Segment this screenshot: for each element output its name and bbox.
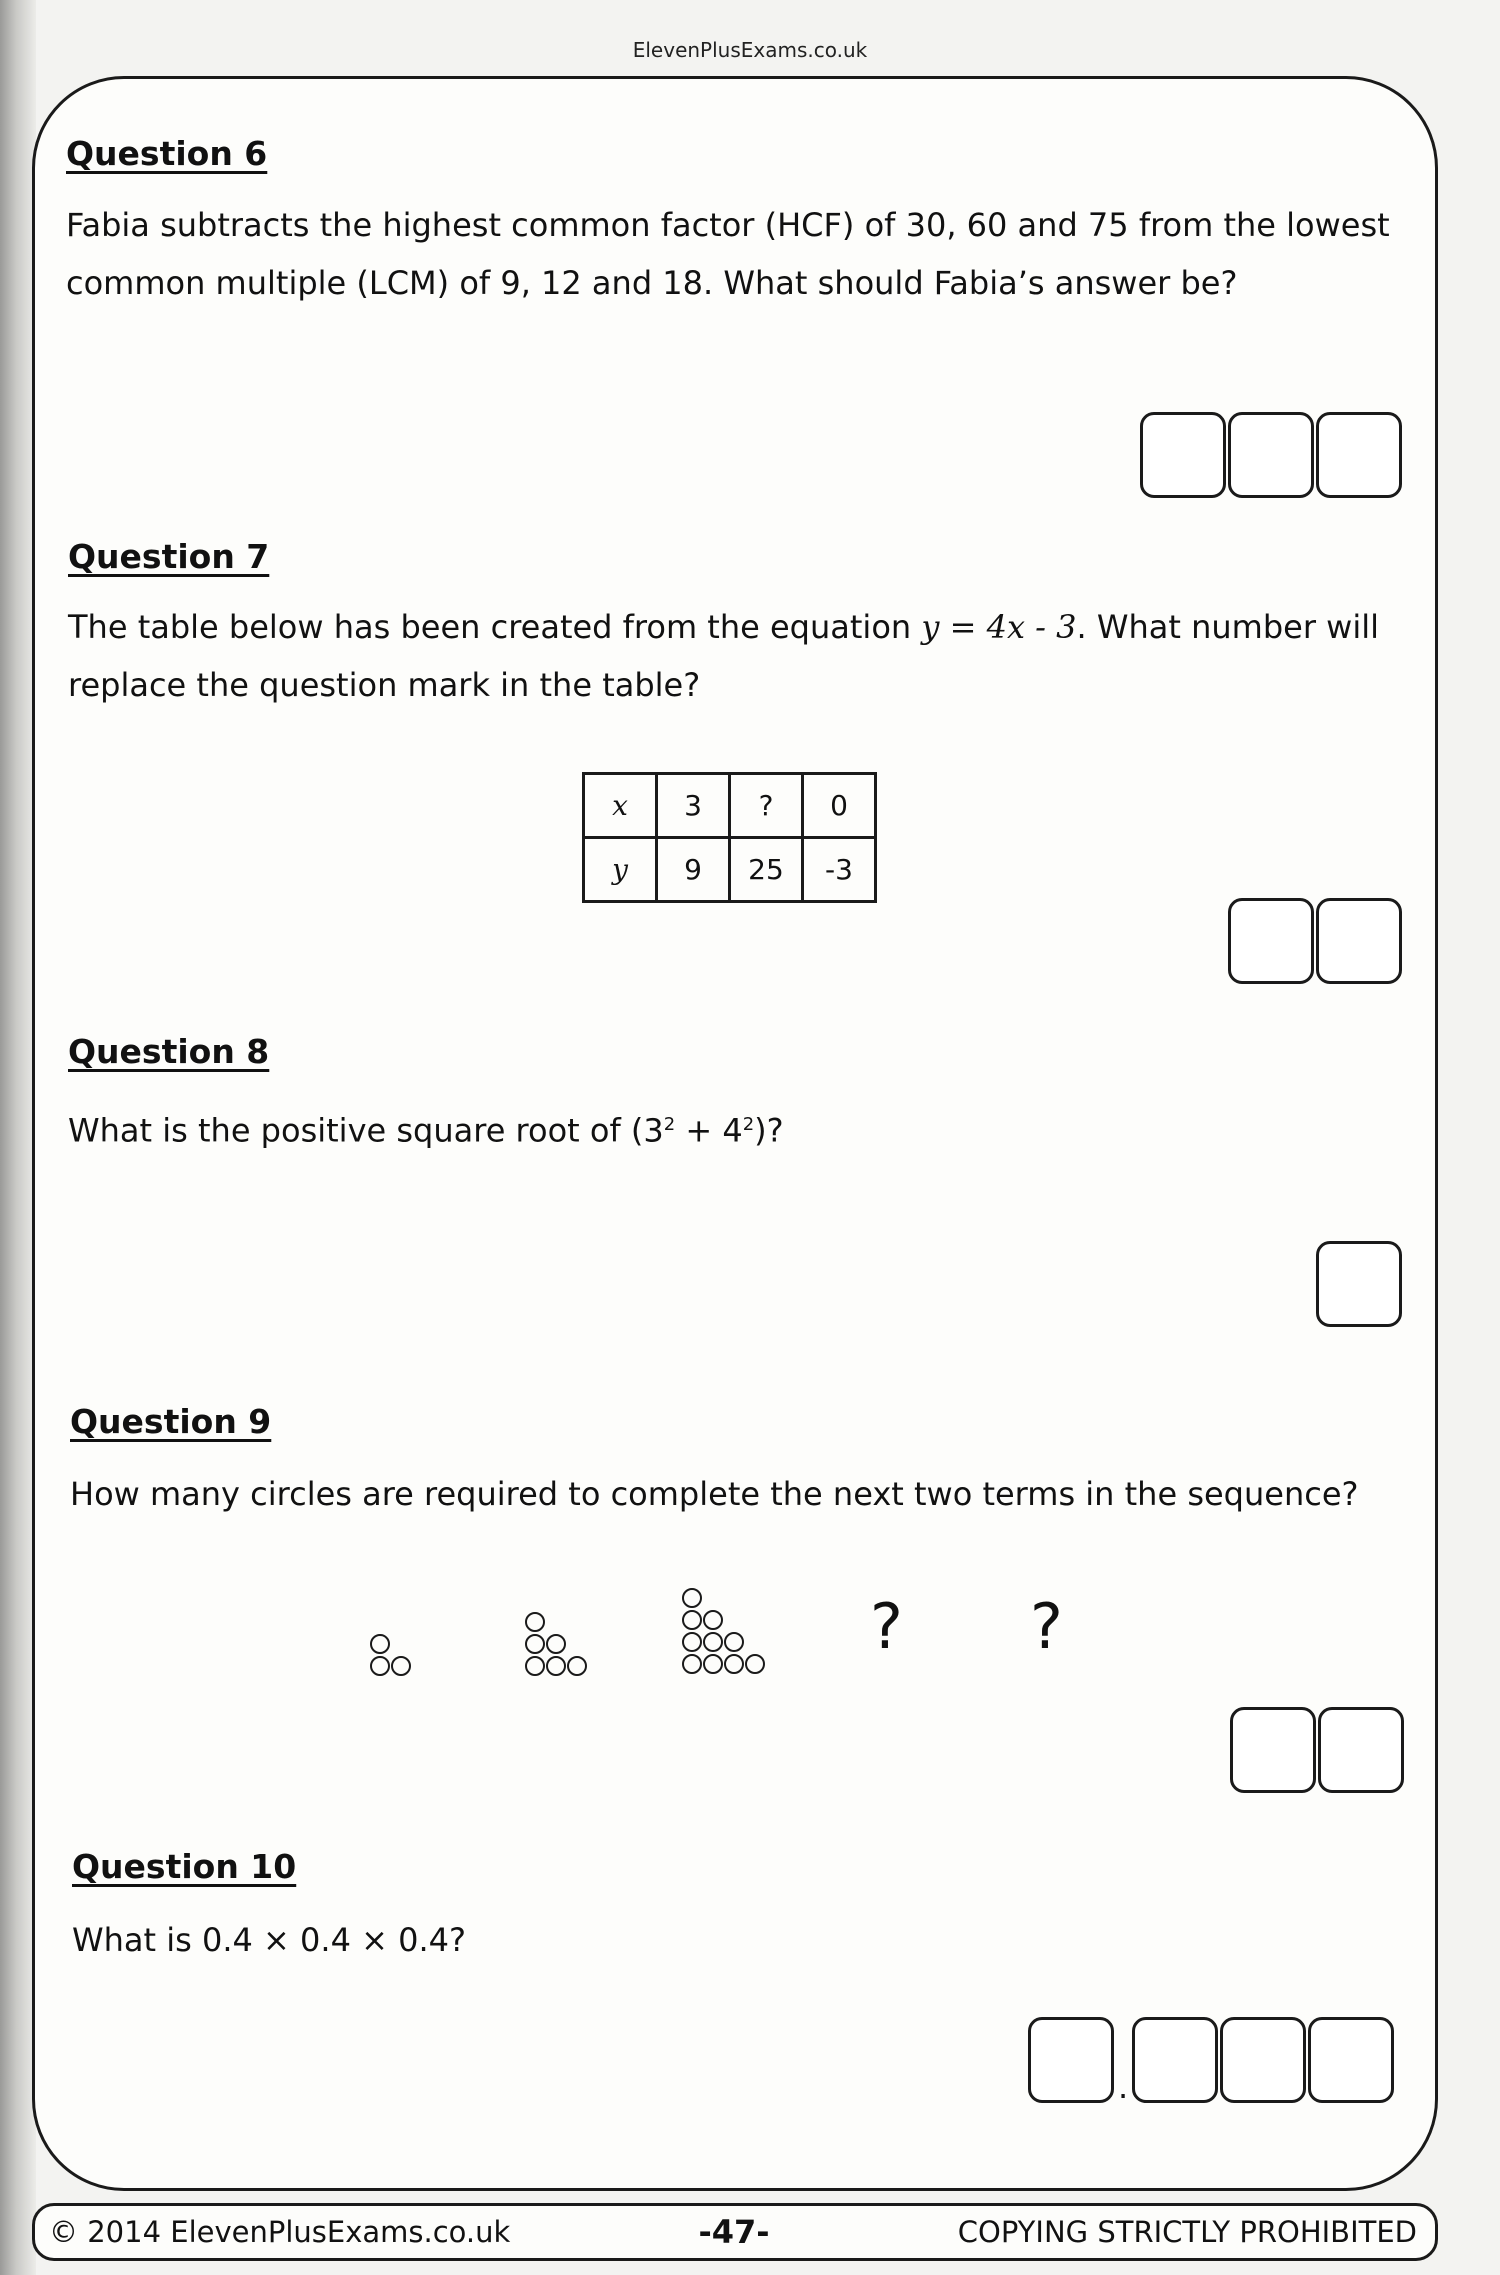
circle bbox=[725, 1633, 743, 1651]
circle bbox=[704, 1611, 722, 1629]
exponent: 2 bbox=[663, 1114, 676, 1135]
exponent: 2 bbox=[742, 1114, 755, 1135]
answer-box[interactable] bbox=[1316, 412, 1402, 498]
answer-box[interactable] bbox=[1318, 1707, 1404, 1793]
circle bbox=[392, 1657, 410, 1675]
question-8-text-post: )? bbox=[754, 1111, 784, 1150]
question-9-title: Question 9 bbox=[70, 1402, 272, 1441]
table-header-x: x bbox=[584, 774, 657, 838]
answer-box[interactable] bbox=[1228, 898, 1314, 984]
circle bbox=[704, 1655, 722, 1673]
answer-box-whole[interactable] bbox=[1028, 2017, 1114, 2103]
table-cell: 3 bbox=[657, 774, 730, 838]
circle bbox=[526, 1657, 544, 1675]
answer-box[interactable] bbox=[1316, 898, 1402, 984]
circle bbox=[547, 1657, 565, 1675]
site-header: ElevenPlusExams.co.uk bbox=[632, 38, 868, 62]
question-8-title: Question 8 bbox=[68, 1032, 270, 1071]
table-cell: 0 bbox=[803, 774, 876, 838]
question-8-text-pre: What is the positive square root of (3 bbox=[68, 1111, 664, 1150]
table-cell: -3 bbox=[803, 838, 876, 902]
circle bbox=[547, 1635, 565, 1653]
question-10-text: What is 0.4 × 0.4 × 0.4? bbox=[72, 1921, 466, 1959]
table-cell: 9 bbox=[657, 838, 730, 902]
table-cell: 25 bbox=[730, 838, 803, 902]
answer-box[interactable] bbox=[1140, 412, 1226, 498]
circle bbox=[683, 1589, 701, 1607]
question-7-text-pre: The table below has been created from the equation bbox=[68, 608, 922, 646]
question-6-text bbox=[66, 196, 1396, 312]
question-7-answer-boxes bbox=[1228, 898, 1402, 984]
circles-diagram bbox=[370, 1632, 420, 1684]
equation: y = 4x - 3 bbox=[921, 608, 1077, 646]
answer-box-decimal[interactable] bbox=[1220, 2017, 1306, 2103]
page-binding-edge bbox=[0, 0, 36, 2275]
question-6-text-line1: Fabia subtracts the highest common factor (HCF) of 30, 60 and 75 from the lowest bbox=[66, 206, 1390, 244]
circle bbox=[704, 1633, 722, 1651]
table-row-y bbox=[584, 838, 876, 902]
question-8-text-mid: + 4 bbox=[675, 1111, 743, 1150]
table-row-x bbox=[584, 774, 876, 838]
table-cell: ? bbox=[730, 774, 803, 838]
xy-table bbox=[582, 772, 877, 903]
question-7-title: Question 7 bbox=[68, 537, 270, 576]
table-header-y: y bbox=[584, 838, 657, 902]
question-7-text-post: . What number will bbox=[1076, 608, 1379, 646]
question-6-title: Question 6 bbox=[66, 134, 268, 173]
answer-box-decimal[interactable] bbox=[1132, 2017, 1218, 2103]
answer-box-decimal[interactable] bbox=[1308, 2017, 1394, 2103]
unknown-term-5: ? bbox=[1030, 1590, 1063, 1663]
circle bbox=[568, 1657, 586, 1675]
sequence-term-1 bbox=[370, 1632, 420, 1688]
question-7-text-line2: replace the question mark in the table? bbox=[68, 666, 701, 704]
circles-diagram bbox=[525, 1608, 597, 1684]
decimal-point: . bbox=[1118, 2068, 1129, 2106]
answer-box[interactable] bbox=[1228, 412, 1314, 498]
question-6-answer-boxes bbox=[1140, 412, 1402, 498]
circle bbox=[683, 1611, 701, 1629]
circle bbox=[371, 1657, 389, 1675]
circle bbox=[746, 1655, 764, 1673]
page-footer bbox=[32, 2203, 1438, 2261]
circles-diagram bbox=[682, 1582, 778, 1682]
question-10-title: Question 10 bbox=[72, 1847, 297, 1886]
question-9-text: How many circles are required to complete the next two terms in the sequence? bbox=[70, 1475, 1359, 1513]
circle bbox=[725, 1655, 743, 1673]
sequence-term-3 bbox=[682, 1582, 778, 1686]
question-10-answer-boxes bbox=[1028, 2017, 1394, 2106]
circle bbox=[683, 1633, 701, 1651]
question-8-text bbox=[68, 1096, 1398, 1160]
unknown-term-4: ? bbox=[870, 1590, 903, 1663]
question-9-answer-boxes bbox=[1230, 1707, 1404, 1793]
copyright-text: © 2014 ElevenPlusExams.co.uk bbox=[49, 2215, 511, 2249]
circle bbox=[683, 1655, 701, 1673]
question-7-text bbox=[68, 598, 1398, 714]
sequence-term-2 bbox=[525, 1608, 597, 1688]
page-number: -47- bbox=[698, 2213, 770, 2251]
circle bbox=[371, 1635, 389, 1653]
question-7-text-line1 bbox=[68, 598, 1398, 656]
question-8-answer-boxes bbox=[1316, 1241, 1402, 1327]
circle bbox=[526, 1613, 544, 1631]
question-6-text-line2: common multiple (LCM) of 9, 12 and 18. What should Fabia’s answer be? bbox=[66, 264, 1238, 302]
circle bbox=[526, 1635, 544, 1653]
answer-box[interactable] bbox=[1230, 1707, 1316, 1793]
answer-box[interactable] bbox=[1316, 1241, 1402, 1327]
copy-notice: COPYING STRICTLY PROHIBITED bbox=[957, 2215, 1417, 2249]
